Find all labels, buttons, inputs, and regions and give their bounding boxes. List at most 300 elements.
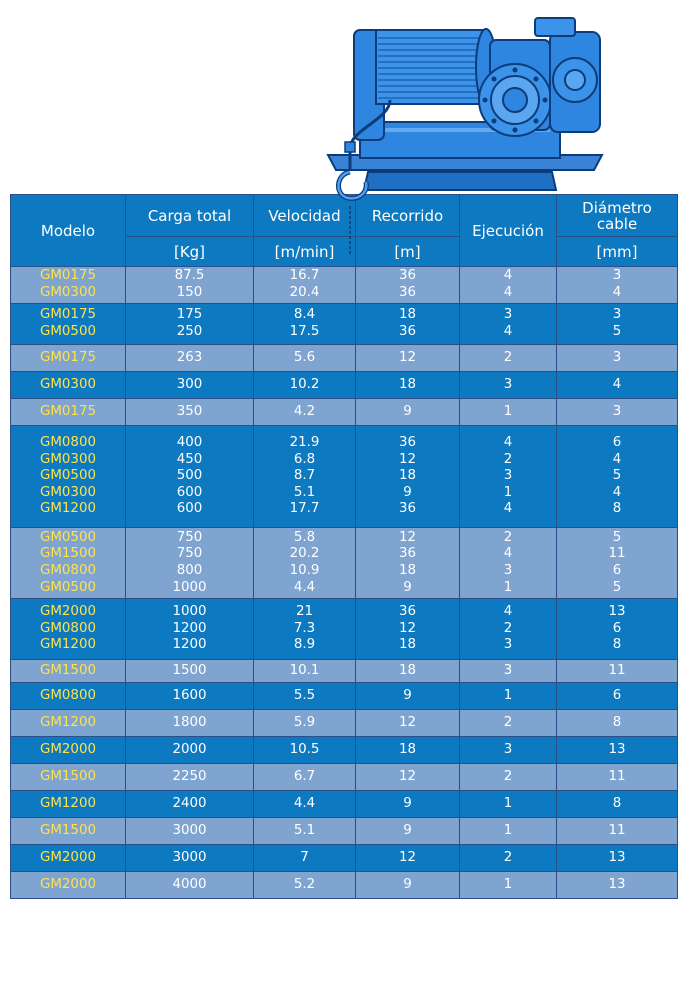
modelo-value: GM0500 [39,529,96,545]
diametro-value: 11 [608,662,626,678]
cell-modelo [11,660,126,683]
carga-value: 87.5 [174,268,205,284]
cell-ejecucion [460,872,557,899]
ejecucion-value: 1 [503,484,513,500]
table-row-group [11,683,678,710]
modelo-value: GM1200 [39,637,96,653]
recorrido-value: 18 [398,307,417,323]
cell-velocidad [254,845,356,872]
modelo-value: GM0175 [39,268,96,284]
cell-recorrido [356,426,460,528]
cell-diametro [557,267,678,304]
velocidad-value: 5.1 [293,484,316,500]
ejecucion-value: 3 [503,637,513,653]
recorrido-value: 36 [398,546,417,562]
recorrido-value: 9 [403,579,412,595]
ejecucion-value: 2 [503,849,513,865]
cell-velocidad [254,737,356,764]
carga-value: 250 [176,324,203,339]
diametro-value: 6 [612,687,622,703]
modelo-value: GM0175 [39,307,96,323]
cell-carga [126,683,254,710]
modelo-value: GM1500 [39,768,96,784]
cell-velocidad [254,399,356,426]
ejecucion-value: 3 [503,307,513,323]
velocidad-value: 6.7 [293,768,316,784]
diametro-value: 8 [612,501,622,517]
diametro-value: 5 [612,324,622,339]
modelo-value: GM1200 [39,714,96,730]
velocidad-value: 8.7 [293,468,316,484]
modelo-value: GM0300 [39,285,96,300]
cell-carga [126,426,254,528]
modelo-value: GM0800 [39,563,96,578]
cell-velocidad [254,267,356,304]
table-row-group [11,845,678,872]
ejecucion-value: 4 [503,285,513,300]
table-row-group [11,399,678,426]
carga-value: 1000 [172,604,207,620]
modelo-value: GM0500 [39,468,96,484]
cell-carga [126,304,254,345]
modelo-value: GM2000 [39,849,96,865]
recorrido-value: 36 [398,435,417,451]
cell-diametro [557,737,678,764]
carga-value: 800 [176,563,203,578]
cell-recorrido [356,372,460,399]
carga-value: 450 [176,451,203,467]
cell-carga [126,372,254,399]
cell-recorrido [356,710,460,737]
recorrido-value: 9 [403,687,412,703]
cell-ejecucion [460,683,557,710]
velocidad-value: 5.2 [293,876,316,892]
cell-diametro [557,710,678,737]
cell-modelo [11,528,126,599]
recorrido-value: 18 [398,637,417,653]
table-row-group [11,791,678,818]
cell-velocidad [254,683,356,710]
cell-recorrido [356,764,460,791]
diametro-value: 13 [608,741,626,757]
modelo-value: GM0500 [39,324,96,339]
cell-ejecucion [460,737,557,764]
carga-value: 263 [176,349,203,365]
ejecucion-value: 4 [503,268,513,284]
unit-recorrido: [m] [356,237,460,267]
carga-value: 2000 [172,741,207,757]
cell-carga [126,710,254,737]
ejecucion-value: 1 [503,795,513,811]
recorrido-value: 18 [398,563,417,578]
cell-diametro [557,872,678,899]
velocidad-value: 10.5 [289,741,320,757]
velocidad-value: 17.5 [289,324,320,339]
winch-with-hook-icon [320,10,610,260]
recorrido-value: 36 [398,285,417,300]
carga-value: 600 [176,484,203,500]
carga-value: 3000 [172,849,207,865]
diametro-value: 8 [612,795,622,811]
ejecucion-value: 1 [503,687,513,703]
modelo-value: GM1200 [39,501,96,517]
recorrido-value: 9 [403,403,412,419]
header-recorrido: Recorrido [356,195,460,237]
velocidad-value: 7 [300,849,309,865]
velocidad-value: 8.4 [293,307,316,323]
table-row-group [11,737,678,764]
carga-value: 175 [176,307,203,323]
velocidad-value: 17.7 [289,501,320,517]
cell-ejecucion [460,818,557,845]
cell-recorrido [356,528,460,599]
cell-ejecucion [460,345,557,372]
modelo-value: GM0300 [39,484,96,500]
recorrido-value: 18 [398,741,417,757]
cell-modelo [11,737,126,764]
cell-recorrido [356,345,460,372]
velocidad-value: 21 [295,604,314,620]
velocidad-value: 5.6 [293,349,316,365]
cell-velocidad [254,710,356,737]
velocidad-value: 5.9 [293,714,316,730]
cell-recorrido [356,737,460,764]
velocidad-value: 20.4 [289,285,320,300]
recorrido-value: 9 [403,795,412,811]
header-diametro-line1: Diámetro [582,198,652,217]
recorrido-value: 9 [403,822,412,838]
velocidad-value: 5.5 [293,687,316,703]
table-row-group [11,426,678,528]
cell-carga [126,345,254,372]
ejecucion-value: 4 [503,501,513,517]
cell-modelo [11,399,126,426]
table-row-group [11,345,678,372]
cell-diametro [557,304,678,345]
table-row-group [11,528,678,599]
modelo-value: GM0300 [39,451,96,467]
table-row-group [11,872,678,899]
cell-carga [126,791,254,818]
carga-value: 2400 [172,795,207,811]
cell-ejecucion [460,304,557,345]
cell-ejecucion [460,528,557,599]
unit-velocidad: [m/min] [254,237,356,267]
diametro-value: 5 [612,468,622,484]
velocidad-value: 6.8 [293,451,316,467]
velocidad-value: 16.7 [289,268,320,284]
unit-carga: [Kg] [126,237,254,267]
table-row-group [11,660,678,683]
velocidad-value: 4.2 [293,403,316,419]
cell-carga [126,399,254,426]
carga-value: 2250 [172,768,207,784]
cell-recorrido [356,791,460,818]
carga-value: 1800 [172,714,207,730]
diametro-value: 11 [608,768,626,784]
diametro-value: 3 [612,403,622,419]
diametro-value: 3 [612,349,622,365]
recorrido-value: 12 [398,620,417,636]
cell-carga [126,599,254,660]
carga-value: 4000 [172,876,207,892]
cell-modelo [11,683,126,710]
cell-velocidad [254,872,356,899]
ejecucion-value: 1 [503,876,513,892]
cell-recorrido [356,683,460,710]
spec-table-body [11,267,678,899]
cell-recorrido [356,872,460,899]
cell-velocidad [254,528,356,599]
carga-value: 1500 [172,662,207,678]
recorrido-value: 12 [398,451,417,467]
carga-value: 1600 [172,687,207,703]
diametro-value: 5 [612,579,622,595]
recorrido-value: 36 [398,324,417,339]
recorrido-value: 12 [398,768,417,784]
cell-velocidad [254,304,356,345]
velocidad-value: 7.3 [293,620,316,636]
cell-modelo [11,304,126,345]
table-row-group [11,818,678,845]
cell-velocidad [254,372,356,399]
ejecucion-value: 3 [503,662,513,678]
cell-modelo [11,845,126,872]
ejecucion-value: 4 [503,604,513,620]
modelo-value: GM0500 [39,579,96,595]
header-carga: Carga total [126,195,254,237]
cell-ejecucion [460,710,557,737]
modelo-value: GM0800 [39,687,96,703]
carga-value: 600 [176,501,203,517]
ejecucion-value: 3 [503,468,513,484]
diametro-value: 6 [612,620,622,636]
diametro-value: 4 [612,285,622,300]
cell-modelo [11,267,126,304]
cell-diametro [557,764,678,791]
cell-modelo [11,872,126,899]
cell-carga [126,737,254,764]
cell-diametro [557,426,678,528]
cell-velocidad [254,345,356,372]
cell-diametro [557,372,678,399]
velocidad-value: 21.9 [289,435,320,451]
recorrido-value: 9 [403,484,412,500]
ejecucion-value: 3 [503,563,513,578]
cell-recorrido [356,304,460,345]
cell-recorrido [356,599,460,660]
cell-diametro [557,845,678,872]
cell-velocidad [254,426,356,528]
ejecucion-value: 4 [503,324,513,339]
cell-carga [126,660,254,683]
modelo-value: GM0800 [39,620,96,636]
ejecucion-value: 4 [503,546,513,562]
cell-ejecucion [460,267,557,304]
modelo-value: GM0300 [39,376,96,392]
ejecucion-value: 3 [503,741,513,757]
cell-velocidad [254,599,356,660]
cell-velocidad [254,764,356,791]
cell-diametro [557,791,678,818]
cell-modelo [11,599,126,660]
cell-ejecucion [460,791,557,818]
modelo-value: GM1200 [39,795,96,811]
velocidad-value: 10.1 [289,662,320,678]
diametro-value: 11 [608,546,626,562]
velocidad-value: 10.9 [289,563,320,578]
carga-value: 1200 [172,637,207,653]
cell-ejecucion [460,426,557,528]
cell-modelo [11,791,126,818]
modelo-value: GM2000 [39,876,96,892]
recorrido-value: 9 [403,876,412,892]
recorrido-value: 36 [398,501,417,517]
recorrido-value: 18 [398,376,417,392]
cell-recorrido [356,660,460,683]
cell-modelo [11,818,126,845]
cell-velocidad [254,660,356,683]
cell-ejecucion [460,372,557,399]
recorrido-value: 18 [398,468,417,484]
carga-value: 300 [176,376,203,392]
cell-modelo [11,345,126,372]
ejecucion-value: 3 [503,376,513,392]
diametro-value: 4 [612,451,622,467]
recorrido-value: 12 [398,714,417,730]
modelo-value: GM1500 [39,822,96,838]
cell-velocidad [254,791,356,818]
diametro-value: 4 [612,376,622,392]
diametro-value: 5 [612,529,622,545]
cell-recorrido [356,399,460,426]
ejecucion-value: 1 [503,403,513,419]
cell-ejecucion [460,399,557,426]
diametro-value: 3 [612,307,622,323]
diametro-value: 11 [608,822,626,838]
cell-velocidad [254,818,356,845]
recorrido-value: 36 [398,268,417,284]
cell-ejecucion [460,660,557,683]
velocidad-value: 5.8 [293,529,316,545]
carga-value: 500 [176,468,203,484]
cell-modelo [11,710,126,737]
cell-ejecucion [460,764,557,791]
table-row-group [11,710,678,737]
ejecucion-value: 2 [503,451,513,467]
diametro-value: 6 [612,563,622,578]
cell-diametro [557,528,678,599]
carga-value: 750 [176,529,203,545]
cell-diametro [557,345,678,372]
carga-value: 1000 [172,579,207,595]
carga-value: 350 [176,403,203,419]
carga-value: 1200 [172,620,207,636]
cell-modelo [11,764,126,791]
velocidad-value: 5.1 [293,822,316,838]
cell-diametro [557,683,678,710]
velocidad-value: 10.2 [289,376,320,392]
cell-carga [126,764,254,791]
table-row-group [11,267,678,304]
diametro-value: 6 [612,435,622,451]
modelo-value: GM0175 [39,349,96,365]
header-velocidad: Velocidad [254,195,356,237]
modelo-value: GM1500 [39,546,96,562]
cell-diametro [557,660,678,683]
modelo-value: GM1500 [39,662,96,678]
header-diametro-line2: cable [596,214,638,233]
recorrido-value: 12 [398,849,417,865]
cell-carga [126,818,254,845]
diametro-value: 8 [612,637,622,653]
ejecucion-value: 2 [503,529,513,545]
cell-diametro [557,818,678,845]
diametro-value: 4 [612,484,622,500]
cell-diametro [557,599,678,660]
modelo-value: GM0175 [39,403,96,419]
ejecucion-value: 2 [503,349,513,365]
modelo-value: GM0800 [39,435,96,451]
cell-recorrido [356,818,460,845]
cell-carga [126,845,254,872]
cell-modelo [11,426,126,528]
table-row-group [11,304,678,345]
carga-value: 3000 [172,822,207,838]
diametro-value: 13 [608,849,626,865]
cell-carga [126,267,254,304]
diametro-value: 3 [612,268,622,284]
header-modelo: Modelo [11,195,126,267]
recorrido-value: 12 [398,349,417,365]
ejecucion-value: 2 [503,768,513,784]
cell-modelo [11,372,126,399]
velocidad-value: 8.9 [293,637,316,653]
cell-ejecucion [460,599,557,660]
cell-recorrido [356,845,460,872]
recorrido-value: 12 [398,529,417,545]
ejecucion-value: 2 [503,620,513,636]
velocidad-value: 4.4 [293,795,316,811]
ejecucion-value: 1 [503,822,513,838]
ejecucion-value: 1 [503,579,513,595]
recorrido-value: 18 [398,662,417,678]
modelo-value: GM2000 [39,741,96,757]
carga-value: 750 [176,546,203,562]
cell-ejecucion [460,845,557,872]
diametro-value: 13 [608,604,626,620]
velocidad-value: 20.2 [289,546,320,562]
cell-carga [126,872,254,899]
carga-value: 150 [176,285,203,300]
cell-carga [126,528,254,599]
table-row-group [11,599,678,660]
recorrido-value: 36 [398,604,417,620]
ejecucion-value: 4 [503,435,513,451]
table-row-group [11,764,678,791]
table-row-group [11,372,678,399]
velocidad-value: 4.4 [293,579,316,595]
cell-recorrido [356,267,460,304]
header-ejecucion: Ejecución [460,195,557,267]
diametro-value: 13 [608,876,626,892]
ejecucion-value: 2 [503,714,513,730]
spec-table [10,194,678,899]
unit-diametro: [mm] [557,237,678,267]
carga-value: 400 [176,435,203,451]
modelo-value: GM2000 [39,604,96,620]
cell-diametro [557,399,678,426]
